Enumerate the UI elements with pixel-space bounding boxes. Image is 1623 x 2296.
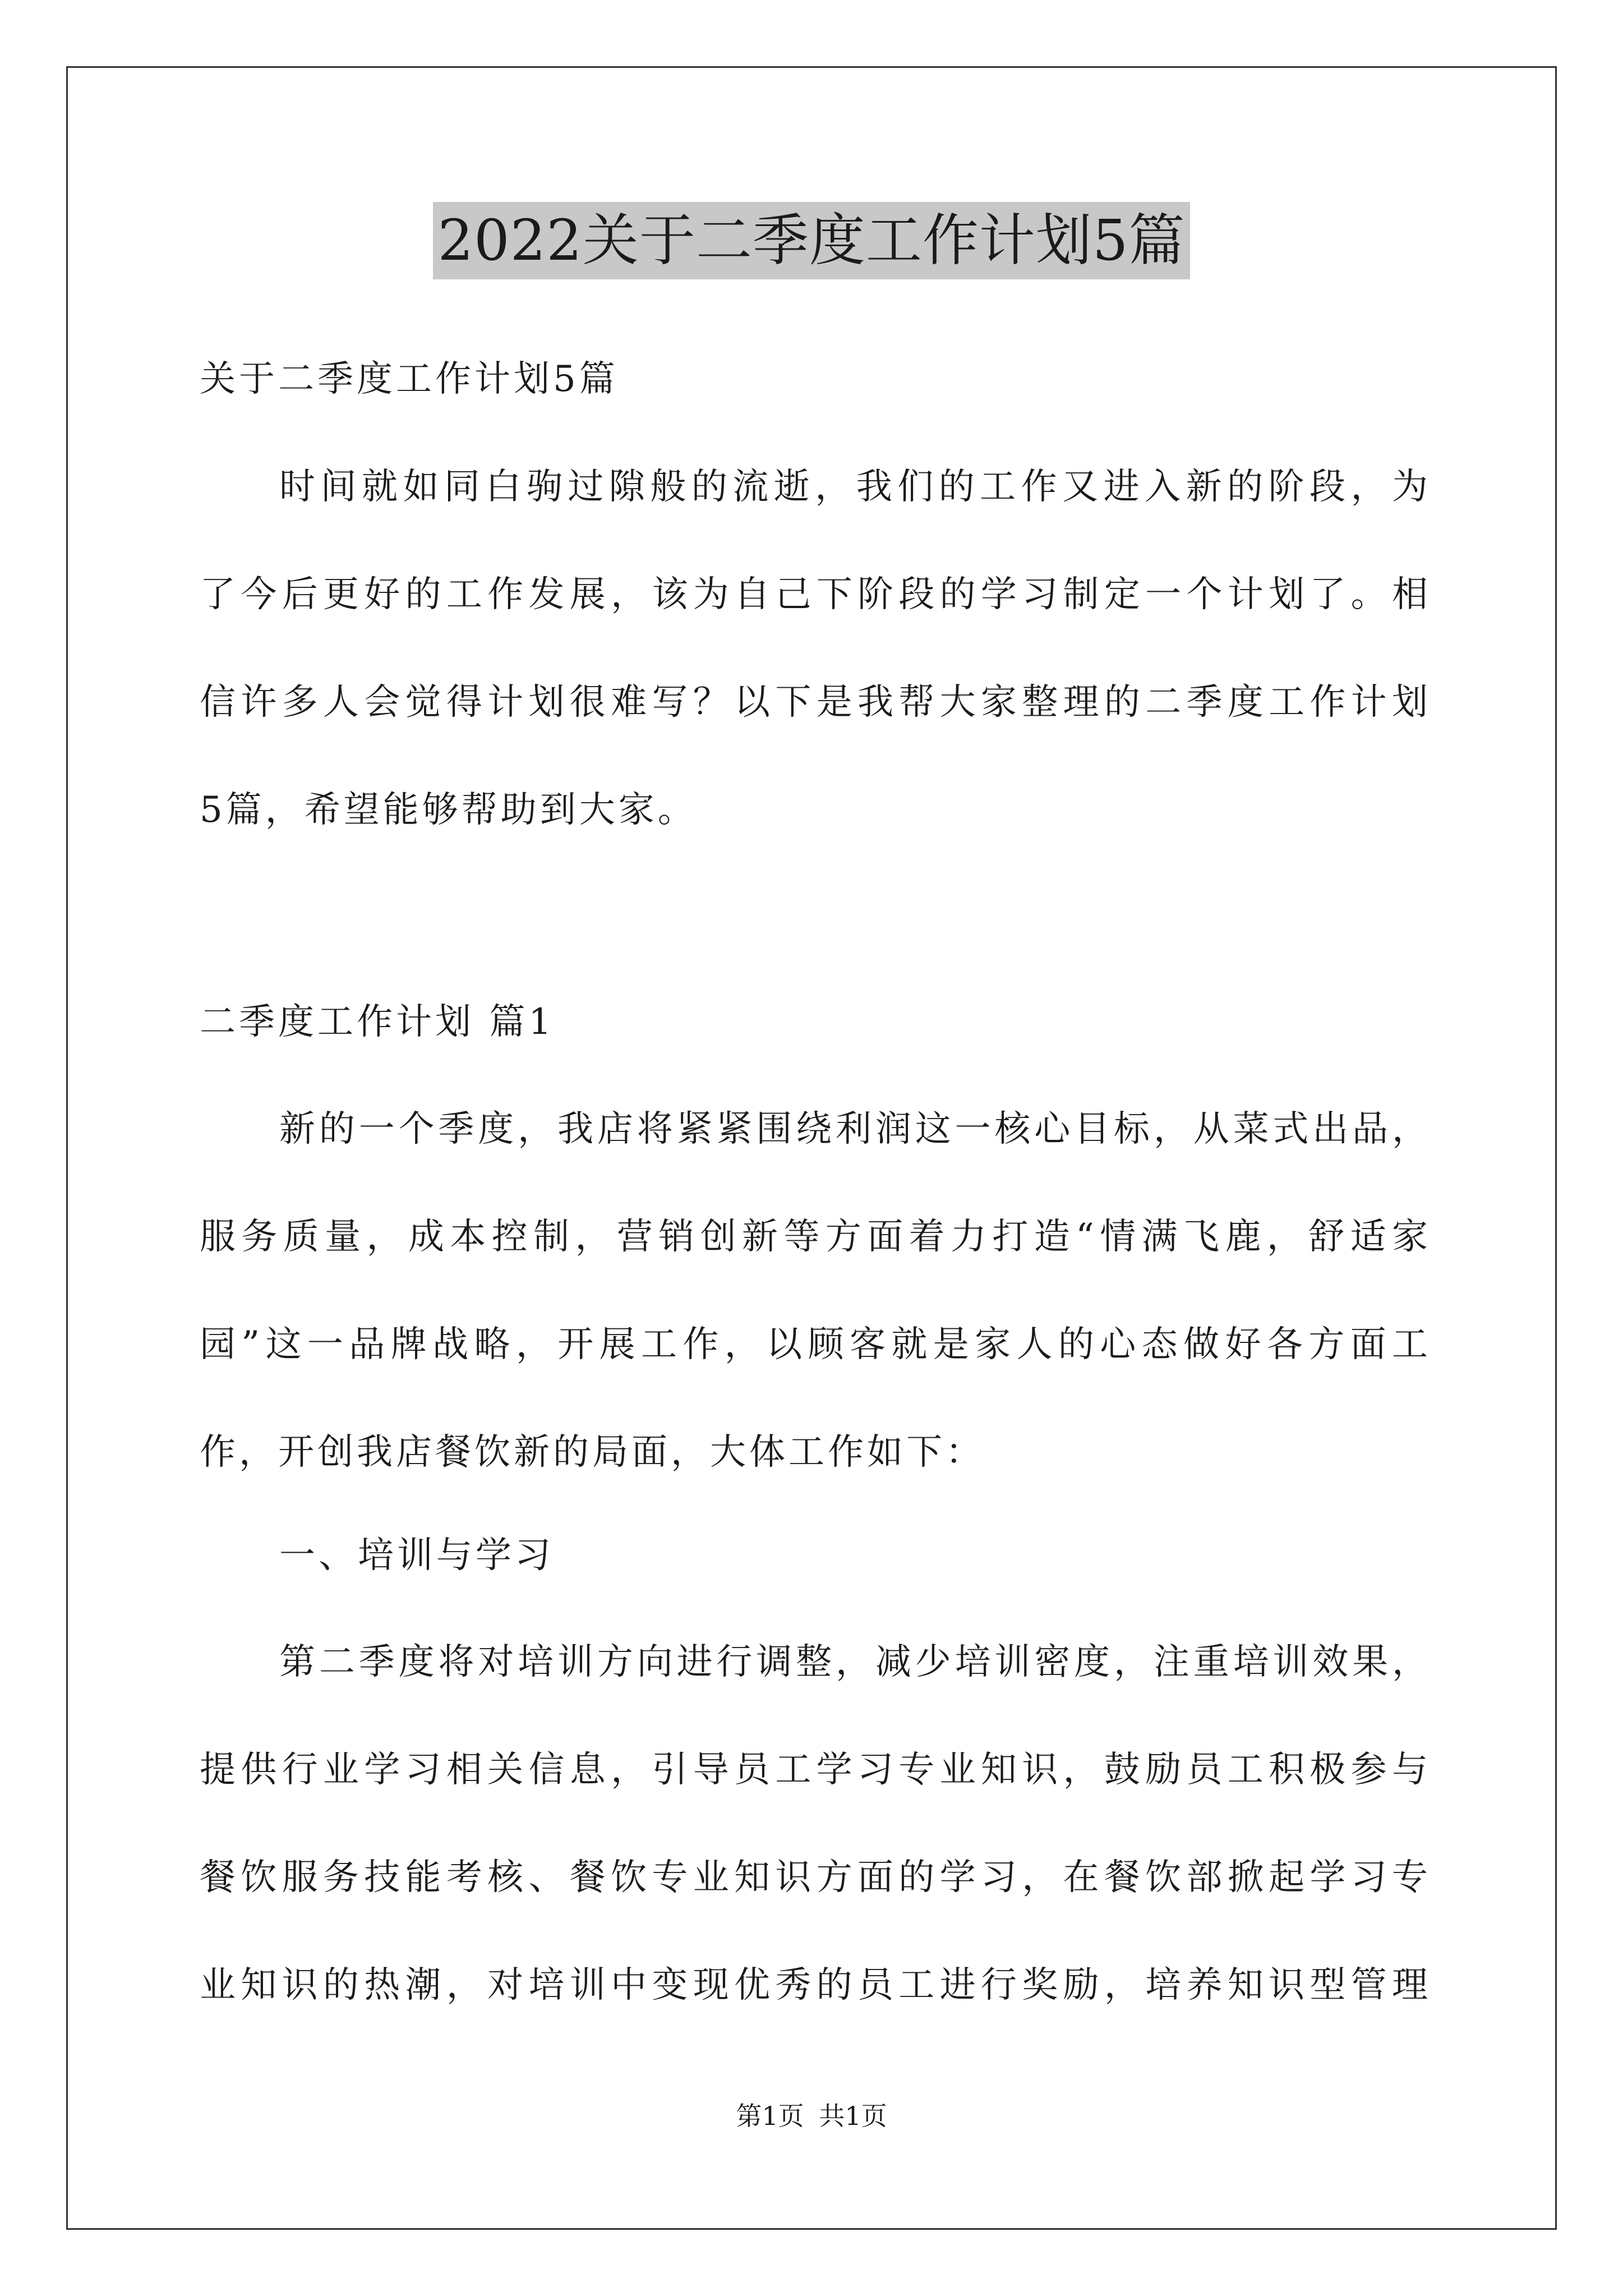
paragraph-line: 业知识的热潮，对培训中变现优秀的员工进行奖励，培养知识型管理 bbox=[200, 1964, 1428, 2006]
intro-line: 时间就如同白驹过隙般的流逝，我们的工作又进入新的阶段，为 bbox=[279, 466, 1428, 508]
paragraph-1 bbox=[200, 1102, 1428, 1479]
paragraph-line: 餐饮服务技能考核、餐饮专业知识方面的学习，在餐饮部掀起学习专 bbox=[200, 1857, 1428, 1898]
intro-paragraph bbox=[200, 460, 1428, 837]
paragraph-line: 第二季度将对培训方向进行调整，减少培训密度，注重培训效果， bbox=[279, 1641, 1428, 1683]
document-title: 2022关于二季度工作计划5篇 bbox=[433, 202, 1189, 279]
intro-line: 5篇，希望能够帮助到大家。 bbox=[200, 789, 697, 831]
section-heading: 二季度工作计划 篇1 bbox=[200, 1001, 555, 1043]
subtitle-block bbox=[200, 352, 1428, 406]
document-subtitle: 关于二季度工作计划5篇 bbox=[200, 358, 619, 400]
item-heading: 一、培训与学习 bbox=[279, 1535, 554, 1576]
page-total: 共1页 bbox=[819, 2101, 887, 2131]
paragraph-2 bbox=[200, 1635, 1428, 2012]
intro-line: 了今后更好的工作发展，该为自己下阶段的学习制定一个计划了。相 bbox=[200, 574, 1428, 615]
page-number: 第1页 bbox=[736, 2101, 804, 2131]
section-heading-block bbox=[200, 995, 1428, 1049]
title-container bbox=[0, 202, 1623, 279]
item-heading-block bbox=[200, 1529, 1428, 1582]
intro-line: 信许多人会觉得计划很难写？以下是我帮大家整理的二季度工作计划 bbox=[200, 682, 1428, 723]
page-footer bbox=[0, 2099, 1623, 2133]
paragraph-line: 作，开创我店餐饮新的局面，大体工作如下： bbox=[200, 1432, 985, 1473]
paragraph-line: 服务质量，成本控制，营销创新等方面着力打造“情满飞鹿，舒适家 bbox=[200, 1216, 1428, 1258]
paragraph-line: 新的一个季度，我店将紧紧围绕利润这一核心目标，从菜式出品， bbox=[279, 1108, 1428, 1150]
paragraph-line: 园”这一品牌战略，开展工作，以顾客就是家人的心态做好各方面工 bbox=[200, 1324, 1428, 1365]
paragraph-line: 提供行业学习相关信息，引导员工学习专业知识，鼓励员工积极参与 bbox=[200, 1749, 1428, 1791]
